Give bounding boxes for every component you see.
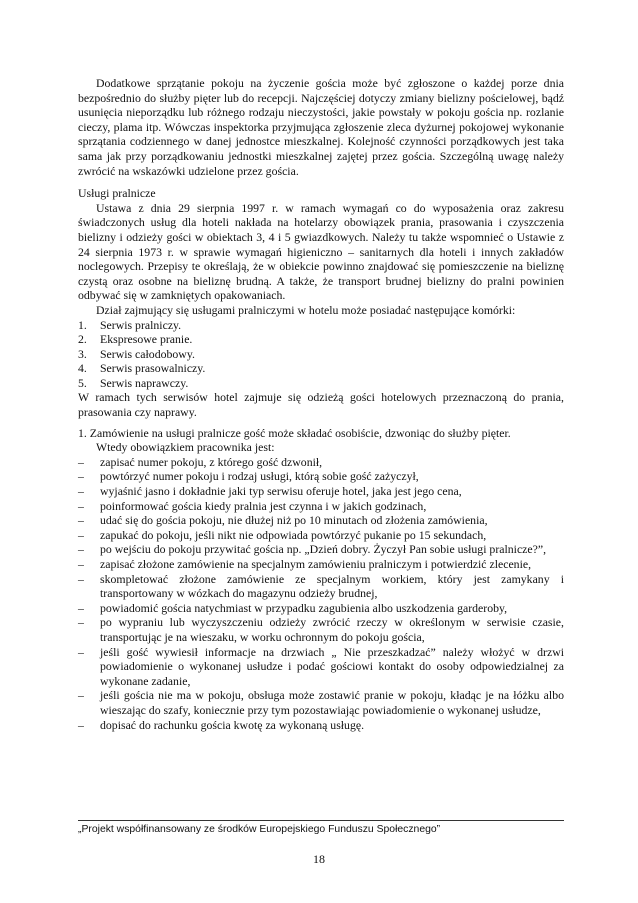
dash-bullet: – [78, 542, 84, 557]
page-number: 18 [313, 852, 325, 866]
section-paragraph: Ustawa z dnia 29 sierpnia 1997 r. w ramach wymagań co do wyposażenia oraz zakresu świadczonych usług dla hoteli nakłada na hotelarzy obowiązek prania, prasowania i czyszczenia bielizny i odzieży gości w obiektach 3, 4 i 5 gwiazdkowych. Należy tu także wspomnieć o Ustawie z 24 sierpnia 1973 r. w sprawie wymagań higieniczno – sanitarnych dla hoteli i innych zakładów noclegowych. Przepisy te określają, że w obiekcie powinno znajdować się pomieszczenie na bieliznę czystą oraz osobne na bieliznę brudną. A także, że transport brudnej bielizny do pralni powinien odbywać się w zamkniętych opakowaniach. [78, 200, 564, 303]
list-item [78, 542, 564, 557]
list-text: Serwis prasowalniczy. [100, 361, 206, 376]
duties-list [78, 455, 564, 732]
list-item [78, 332, 564, 347]
list-text: skompletować złożone zamówienie ze specjalnym workiem, który jest zamykany i transportowany w wózkach do magazynu odzieży brudnej, [100, 571, 564, 601]
section-heading: Usługi pralnicze [78, 186, 156, 201]
list-text: wyjaśnić jasno i dokładnie jaki typ serwisu oferuje hotel, jaka jest jego cena, [100, 484, 462, 499]
list-number: 5. [78, 375, 87, 390]
list-item [78, 318, 564, 333]
list-item [78, 601, 564, 616]
dash-bullet: – [78, 527, 84, 542]
cells-intro: Dział zajmujący się usługami pralniczymi w hotelu może posiadać następujące komórki: [96, 302, 516, 317]
list-text: udać się do gościa pokoju, nie dłużej niż po 10 minutach od złożenia zamówienia, [100, 513, 488, 528]
list-item [78, 557, 564, 572]
list-item [78, 688, 564, 717]
list-item [78, 718, 564, 733]
dash-bullet: – [78, 484, 84, 499]
dash-bullet: – [78, 557, 84, 571]
dash-bullet: – [78, 688, 84, 703]
dash-bullet: – [78, 498, 84, 513]
list-number: 3. [78, 346, 87, 361]
list-text: Serwis pralniczy. [100, 317, 182, 332]
dash-bullet: – [78, 513, 84, 528]
list-text: zapisać złożone zamówienie na specjalnym zamówieniu pralniczym i potwierdzić zlecenie, [100, 557, 532, 571]
list-item [78, 499, 564, 514]
list-text: powiadomić gościa natychmiast w przypadku zagubienia albo uszkodzenia garderoby, [100, 600, 508, 615]
list-item [78, 455, 564, 470]
dash-bullet: – [78, 571, 84, 586]
list-item [78, 572, 564, 601]
list-item [78, 361, 564, 376]
list-item [78, 484, 564, 499]
intro-paragraph: Dodatkowe sprzątanie pokoju na życzenie gościa może być zgłoszone o każdej porze dnia bezpośrednio do służby pięter lub do recepcji. Najczęściej dotyczy zmiany bielizny pościelowej, bądź usunięcia nieporządku lub różnego rodzaju nieczystości, jakie powstały w pokoju gościa np. rozlanie cieczy, plama itp. Wówczas inspektorka przyjmująca zgłoszenie zleca dyżurnej pokojowej wykonanie sprzątania codziennego w danej jednostce mieszkalnej. Kolejność czynności porządkowych jest taka sama jak przy porządkowaniu jednostki mieszkalnej zajętej przez gościa. Szczególną uwagę należy zwrócić na wskazówki udzielone przez gościa. [78, 76, 564, 178]
dash-bullet: – [78, 600, 84, 615]
list-text: zapisać numer pokoju, z którego gość dzwonił, [100, 454, 323, 469]
order-title: 1. Zamówienie na usługi pralnicze gość może składać osobiście, dzwoniąc do służby pięter. [78, 425, 511, 440]
list-number: 4. [78, 361, 87, 376]
document-page [78, 76, 564, 732]
list-text: powtórzyć numer pokoju i rodzaj usługi, którą sobie gość zażyczył, [100, 469, 419, 484]
list-item [78, 376, 564, 391]
cells-after-paragraph: W ramach tych serwisów hotel zajmuje się odzieżą gości hotelowych przeznaczoną do prania, prasowania czy naprawy. [78, 390, 564, 420]
page-footer: „Projekt współfinansowany ze środków Europejskiego Funduszu Społecznego” [78, 820, 564, 835]
list-text: zapukać do pokoju, jeśli nikt nie odpowiada powtórzyć pukanie po 15 sekundach, [100, 527, 487, 542]
list-text: Serwis całodobowy. [100, 346, 195, 361]
list-text: jeśli gościa nie ma w pokoju, obsługa może zostawić pranie w pokoju, kładąc je na łóżku albo wieszając do szafy, koniecznie przy tym pozostawiając powiadomienie o wykonanej usłudze, [100, 688, 564, 717]
list-item [78, 469, 564, 484]
list-item [78, 615, 564, 644]
list-text: po wypraniu lub wyczyszczeniu odzieży zwrócić rzeczy w określonym w serwisie czasie, transportując je na wieszaku, w worku ochronnym do pokoju gościa, [100, 615, 564, 644]
dash-bullet: – [78, 615, 84, 630]
list-number: 1. [78, 317, 87, 332]
dash-bullet: – [78, 454, 84, 469]
list-item [78, 645, 564, 689]
list-item [78, 528, 564, 543]
cells-list [78, 318, 564, 391]
dash-bullet: – [78, 469, 84, 484]
list-item [78, 347, 564, 362]
list-text: po wejściu do pokoju przywitać gościa np. „Dzień dobry. Życzył Pan sobie usługi pralnicze?”, [100, 542, 547, 557]
list-text: Serwis naprawczy. [100, 375, 189, 390]
list-text: poinformować gościa kiedy pralnia jest czynna i w jakich godzinach, [100, 498, 427, 513]
list-text: jeśli gość wywiesił informacje na drzwiach „ Nie przeszkadzać” należy włożyć w drzwi powiadomienie o wykonanej usłudze i podać gościowi kontakt do osoby odpowiedzialnej za wykonane zadanie, [100, 644, 564, 688]
list-text: dopisać do rachunku gościa kwotę za wykonaną usługę. [100, 717, 365, 732]
list-item [78, 513, 564, 528]
dash-bullet: – [78, 717, 84, 732]
dash-bullet: – [78, 644, 84, 659]
list-text: Ekspresowe pranie. [100, 332, 193, 347]
list-number: 2. [78, 332, 87, 347]
duties-intro: Wtedy obowiązkiem pracownika jest: [96, 440, 275, 455]
